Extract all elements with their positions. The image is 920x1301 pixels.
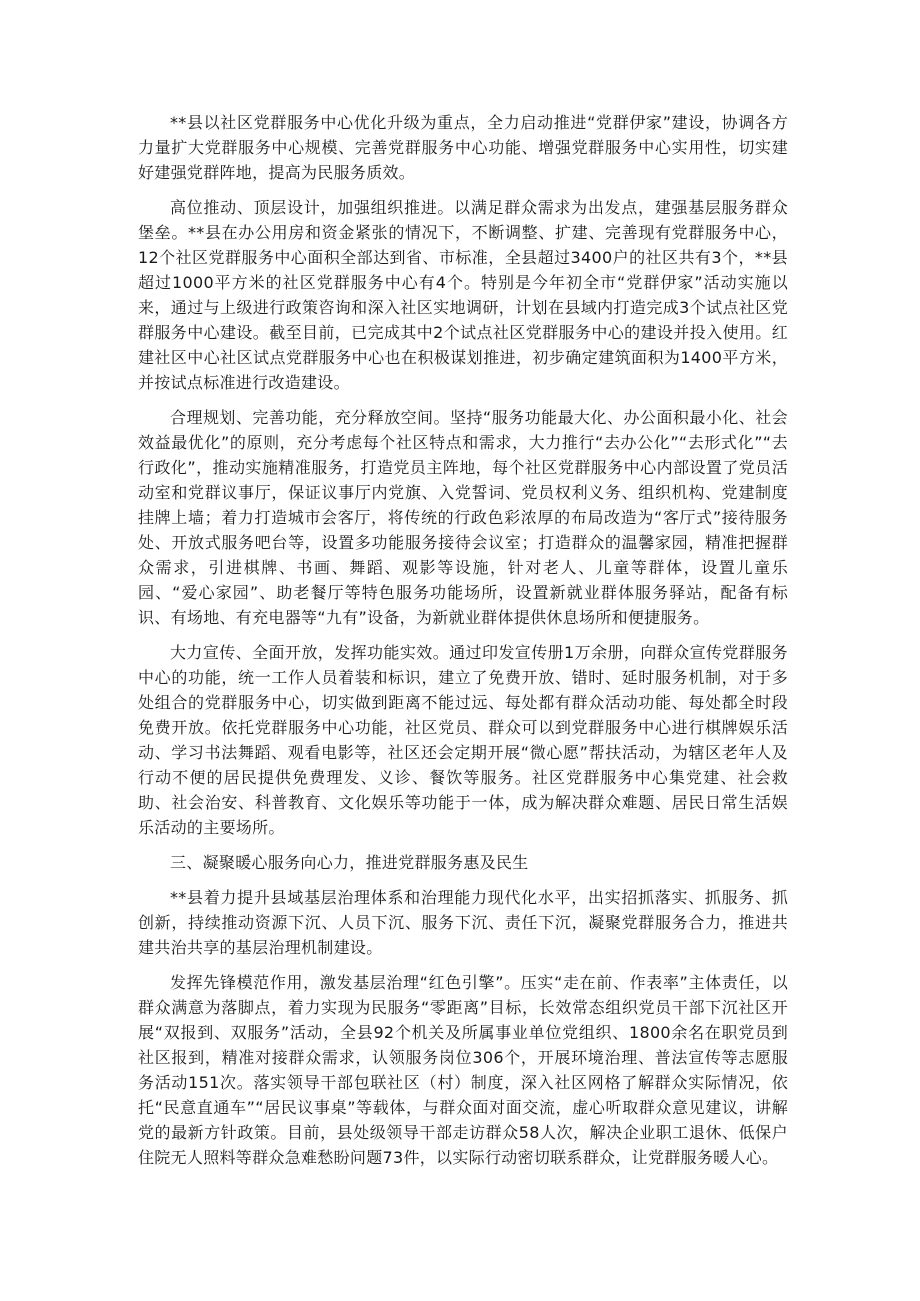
section-heading: 三、凝聚暖心服务向心力，推进党群服务惠及民生 bbox=[170, 853, 529, 872]
paragraph: **县着力提升县域基层治理体系和治理能力现代化水平，出实招抓落实、抓服务、抓创新，持续推动资源下沉、人员下沉、服务下沉、责任下沉，凝聚党群服务合力，推进共建共治共享的基层治理机制建设。 bbox=[138, 888, 788, 957]
paragraph: **县以社区党群服务中心优化升级为重点，全力启动推进“党群伊家”建设，协调各方力量扩大党群服务中心规模、完善党群服务中心功能、增强党群服务中心实用性，切实建好建强党群阵地，提高为民服务质效。 bbox=[138, 113, 788, 182]
document-page bbox=[138, 110, 788, 1180]
paragraph: 高位推动、顶层设计，加强组织推进。以满足群众需求为出发点，建强基层服务群众堡垒。**县在办公用房和资金紧张的情况下，不断调整、扩建、完善现有党群服务中心，12个社区党群服务中心面积全部达到省、市标准，全县超过3400户的社区共有3个，**县超过1000平方米的社区党群服务中心有4个。特别是今年初全市“党群伊家”活动实施以来，通过与上级进行政策咨询和深入社区实地调研，计划在县域内打造完成3个试点社区党群服务中心建设。截至目前，已完成其中2个试点社区党群服务中心的建设并投入使用。红建社区中心社区试点党群服务中心也在积极谋划推进，初步确定建筑面积为1400平方米，并按试点标准进行改造建设。 bbox=[138, 198, 788, 392]
paragraph: 大力宣传、全面开放，发挥功能实效。通过印发宣传册1万余册，向群众宣传党群服务中心的功能，统一工作人员着装和标识，建立了免费开放、错时、延时服务机制，对于多处组合的党群服务中心，切实做到距离不能过远、每处都有群众活动功能、每处都全时段免费开放。依托党群服务中心功能，社区党员、群众可以到党群服务中心进行棋牌娱乐活动、学习书法舞蹈、观看电影等，社区还会定期开展“微心愿”帮扶活动，为辖区老年人及行动不便的居民提供免费理发、义诊、餐饮等服务。社区党群服务中心集党建、社会救助、社会治安、科普教育、文化娱乐等功能于一体，成为解决群众难题、居民日常生活娱乐活动的主要场所。 bbox=[138, 643, 788, 837]
paragraph: 合理规划、完善功能，充分释放空间。坚持“服务功能最大化、办公面积最小化、社会效益最优化”的原则，充分考虑每个社区特点和需求，大力推行“去办公化”“去形式化”“去行政化”，推动实施精准服务，打造党员主阵地，每个社区党群服务中心内部设置了党员活动室和党群议事厅，保证议事厅内党旗、入党誓词、党员权利义务、组织机构、党建制度挂牌上墙；着力打造城市会客厅，将传统的行政色彩浓厚的布局改造为“客厅式”接待服务处、开放式服务吧台等，设置多功能服务接待会议室；打造群众的温馨家园，精准把握群众需求，引进棋牌、书画、舞蹈、观影等设施，针对老人、儿童等群体，设置儿童乐园、“爱心家园”、助老餐厅等特色服务功能场所，设置新就业群体服务驿站，配备有标识、有场地、有充电器等“九有”设备，为新就业群体提供休息场所和便捷服务。 bbox=[138, 408, 788, 627]
paragraph: 发挥先锋模范作用，激发基层治理“红色引擎”。压实“走在前、作表率”主体责任，以群众满意为落脚点，着力实现为民服务“零距离”目标，长效常态组织党员干部下沉社区开展“双报到、双服务”活动，全县92个机关及所属事业单位党组织、1800余名在职党员到社区报到，精准对接群众需求，认领服务岗位306个，开展环境治理、普法宣传等志愿服务活动151次。落实领导干部包联社区（村）制度，深入社区网格了解群众实际情况，依托“民意直通车”“居民议事桌”等载体，与群众面对面交流，虚心听取群众意见建议，讲解党的最新方针政策。目前，县处级领导干部走访群众58人次，解决企业职工退休、低保户住院无人照料等群众急难愁盼问题73件，以实际行动密切联系群众，让党群服务暖人心。 bbox=[138, 973, 788, 1167]
